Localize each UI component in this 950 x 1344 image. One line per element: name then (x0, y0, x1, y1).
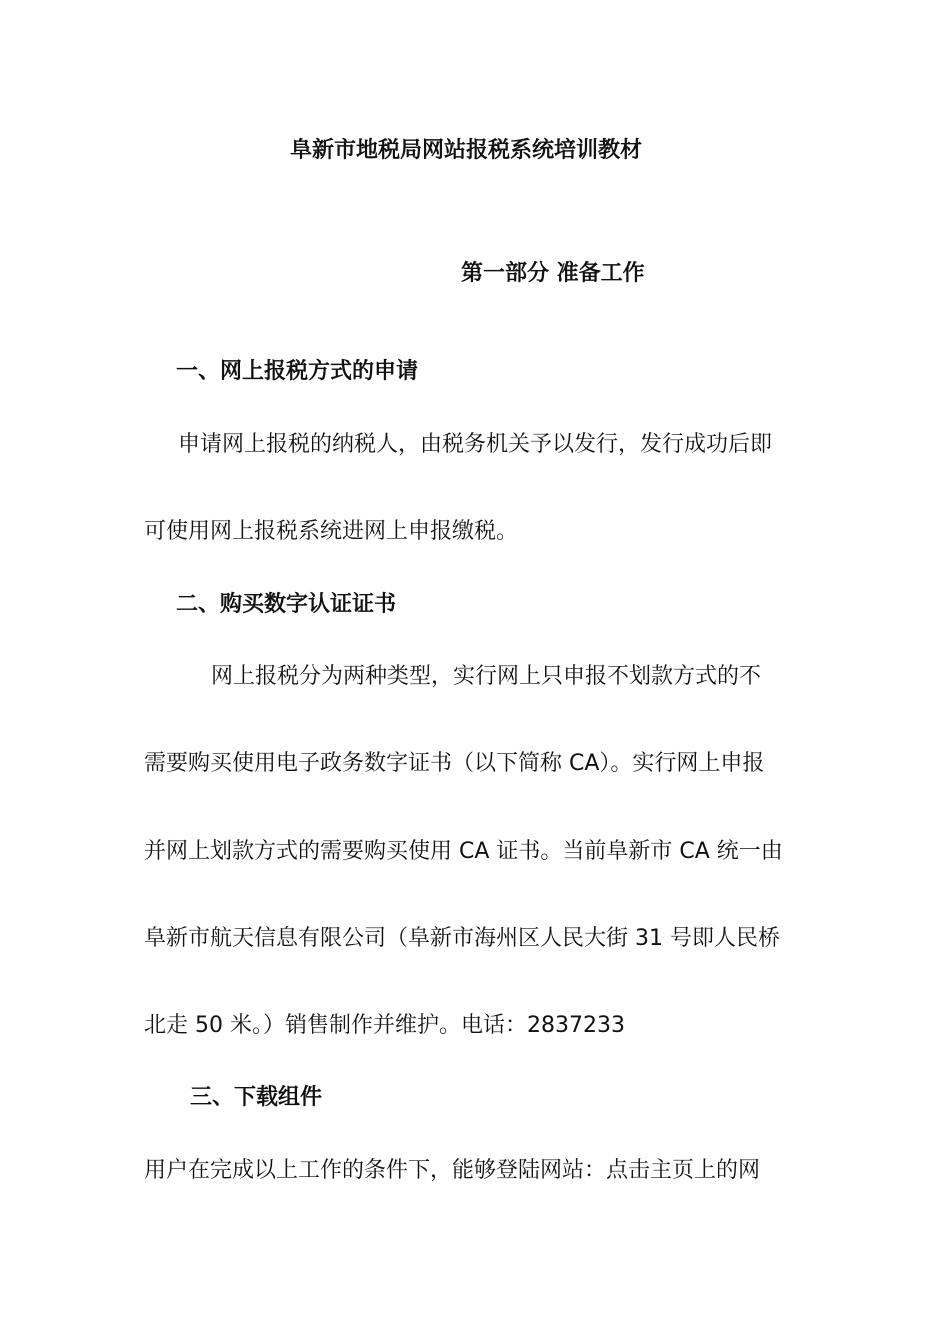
paragraph-line: 申请网上报税的纳税人，由税务机关予以发行，发行成功后即 (178, 432, 773, 457)
paragraph-line: 并网上划款方式的需要购买使用 CA 证书。当前阜新市 CA 统一由 (144, 839, 783, 864)
paragraph-line: 可使用网上报税系统进网上申报缴税。 (144, 519, 519, 544)
paragraph-line: 网上报税分为两种类型，实行网上只申报不划款方式的不 (211, 664, 762, 689)
paragraph-line: 北走 50 米。）销售制作并维护。电话：2837233 (144, 1013, 625, 1038)
paragraph-line: 用户在完成以上工作的条件下，能够登陆网站：点击主页上的网 (144, 1158, 761, 1183)
section-heading-3: 三、下载组件 (190, 1085, 323, 1110)
paragraph-line: 需要购买使用电子政务数字证书（以下简称 CA）。实行网上申报 (144, 751, 765, 776)
paragraph-line: 阜新市航天信息有限公司（阜新市海州区人民大街 31 号即人民桥 (144, 926, 780, 951)
document-title: 阜新市地税局网站报税系统培训教材 (290, 138, 643, 163)
section-heading-1: 一、网上报税方式的申请 (176, 359, 419, 384)
part-heading: 第一部分 准备工作 (461, 261, 645, 286)
section-heading-2: 二、购买数字认证证书 (176, 592, 397, 617)
